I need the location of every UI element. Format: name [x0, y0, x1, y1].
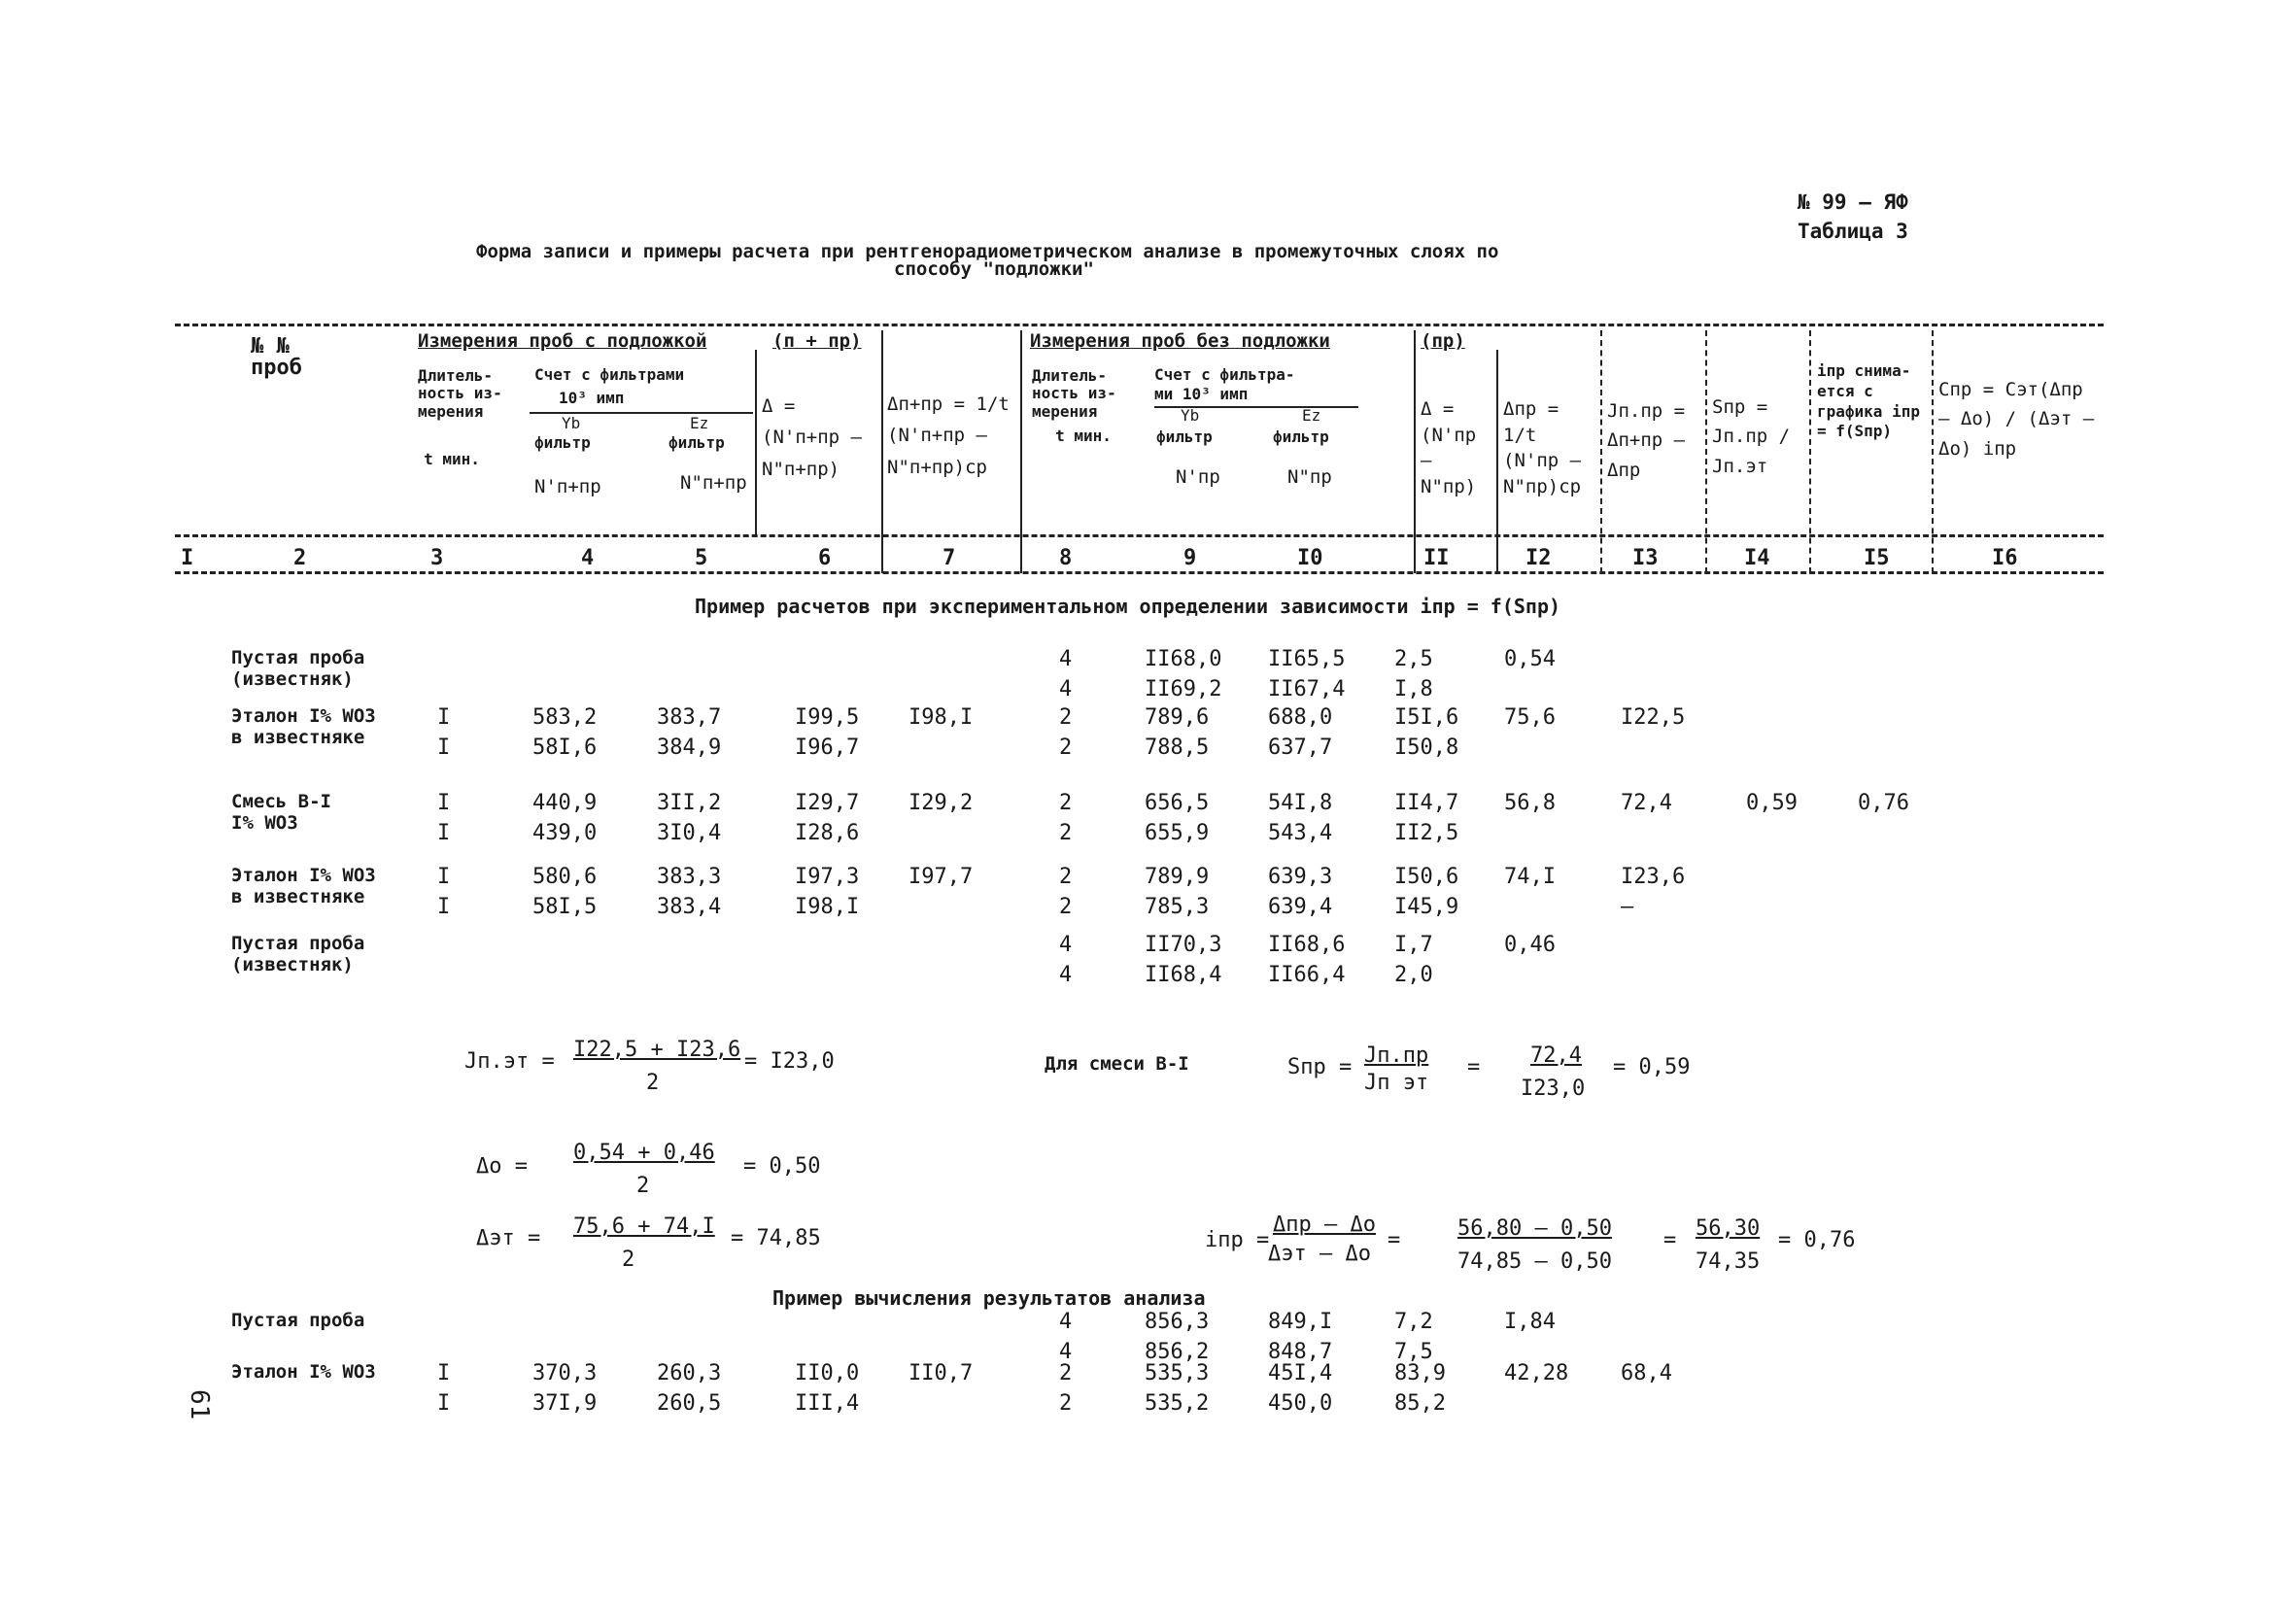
sample-label-sub: в известняке	[231, 727, 365, 748]
formula-s-numerator-1: Jп.пр	[1364, 1043, 1429, 1068]
table-cell: 58I,5	[532, 895, 598, 919]
table-cell: 4	[1059, 1340, 1073, 1364]
header-delta-mean-2: Δпр = 1/t (N'пр – N"пр)ср	[1503, 398, 1582, 497]
table-cell: 2	[1059, 705, 1073, 730]
section1-title: Пример расчетов при экспериментальном определении зависимости iпр = f(Sпр)	[695, 595, 1561, 618]
sample-label-sub: (известняк)	[231, 668, 354, 690]
table-cell: 56,8	[1504, 791, 1556, 815]
col-number: I5	[1864, 546, 1890, 570]
table-cell: I	[437, 791, 451, 815]
header-c10-filter: фильтр	[1273, 427, 1329, 446]
table-cell: I,8	[1394, 677, 1433, 701]
formula-d0-result: = 0,50	[743, 1154, 821, 1179]
sample-label: Эталон I% WO3	[231, 865, 376, 886]
table-cell: 2	[1059, 821, 1073, 845]
table-cell: I97,7	[908, 865, 974, 889]
table-cell: I5I,6	[1394, 705, 1459, 730]
formula-i-numerator-2: 56,80 – 0,50	[1457, 1216, 1612, 1241]
table-cell: 789,6	[1145, 705, 1210, 730]
formula-eq: =	[1388, 1228, 1401, 1252]
col-number: 8	[1059, 546, 1073, 570]
header-intensity: Jп.пр = Δп+пр – Δпр	[1607, 400, 1686, 481]
table-cell: I	[437, 865, 451, 889]
table-number: Таблица 3	[1798, 220, 1908, 243]
table-cell: II68,4	[1145, 963, 1222, 987]
col-number: I3	[1632, 546, 1659, 570]
table-cell: 2	[1059, 865, 1073, 889]
sample-label-sub: I% WO3	[231, 812, 298, 834]
col-divider	[1932, 330, 1934, 573]
header-sample-number: № № проб	[251, 334, 302, 380]
header-i-graph: iпр снима- ется с графика iпр = f(Sпр)	[1817, 361, 1920, 441]
col-number: II	[1423, 546, 1450, 570]
header-c10-symbol: N"пр	[1287, 466, 1332, 488]
formula-i-numerator-3: 56,30	[1696, 1216, 1761, 1241]
header-c5-filter: фильтр	[668, 433, 725, 452]
table-cell: 639,3	[1268, 865, 1333, 889]
table-cell: II68,0	[1145, 647, 1222, 671]
table-cell: 72,4	[1621, 791, 1672, 815]
table-cell: I22,5	[1621, 705, 1686, 730]
table-cell: III,4	[795, 1391, 860, 1416]
table-cell: 4	[1059, 677, 1073, 701]
table-cell: I,84	[1504, 1310, 1556, 1334]
table-cell: 68,4	[1621, 1361, 1672, 1385]
table-cell: 384,9	[657, 735, 722, 760]
table-cell: 3II,2	[657, 791, 722, 815]
formula-j-lhs: Jп.эт =	[464, 1049, 555, 1074]
table-cell: II4,7	[1394, 791, 1459, 815]
table-cell: I98,I	[795, 895, 860, 919]
formula-i-denominator-1: Δэт – Δо	[1268, 1242, 1371, 1266]
table-cell: I50,8	[1394, 735, 1459, 760]
col-number: I0	[1297, 546, 1323, 570]
col-number: 3	[430, 546, 444, 570]
formula-s-denominator-2: I23,0	[1521, 1077, 1586, 1101]
formula-j-numerator: I22,5 + I23,6	[573, 1038, 741, 1062]
header-counts-unit: 10³ имп	[559, 389, 625, 407]
table-cell: 37I,9	[532, 1391, 598, 1416]
table-cell: 580,6	[532, 865, 598, 889]
table-cell: I29,7	[795, 791, 860, 815]
table-cell: II68,6	[1268, 933, 1346, 957]
table-cell: II0,0	[795, 1361, 860, 1385]
table-cell: –	[1621, 895, 1634, 919]
formula-s-result: = 0,59	[1613, 1055, 1691, 1079]
header-c9-filter: фильтр	[1156, 427, 1213, 446]
table-cell: 4	[1059, 647, 1073, 671]
table-cell: I98,I	[908, 705, 974, 730]
header-duration: Длитель- ность из- мерения	[418, 366, 502, 421]
header-concentration: Cпр = Cэт(Δпр – Δо) / (Δэт – Δо) iпр	[1938, 379, 2095, 460]
sample-label-sub: в известняке	[231, 886, 365, 907]
header-duration-unit-2: t мин.	[1055, 427, 1112, 445]
table-cell: 75,6	[1504, 705, 1556, 730]
header-group-without-substrate-symbol: (пр)	[1421, 330, 1465, 352]
formula-s-numerator-2: 72,4	[1530, 1043, 1582, 1068]
formula-eq: =	[1467, 1055, 1481, 1079]
formula-j-denominator: 2	[646, 1071, 660, 1095]
formula-i-numerator-1: Δпр – Δо	[1273, 1213, 1376, 1237]
table-cell: 2,5	[1394, 647, 1433, 671]
table-cell: 688,0	[1268, 705, 1333, 730]
formula-d0-numerator: 0,54 + 0,46	[573, 1141, 715, 1165]
table-cell: 383,7	[657, 705, 722, 730]
table-cell: 370,3	[532, 1361, 598, 1385]
header-delta-2: Δ = (N'пр – N"пр)	[1421, 398, 1477, 497]
header-duration-2: Длитель- ность из- мерения	[1032, 366, 1116, 421]
table-cell: 655,9	[1145, 821, 1210, 845]
table-cell: 439,0	[532, 821, 598, 845]
table-cell: 7,5	[1394, 1340, 1433, 1364]
table-cell: II2,5	[1394, 821, 1459, 845]
table-cell: 54I,8	[1268, 791, 1333, 815]
table-cell: 0,59	[1746, 791, 1798, 815]
formula-i-denominator-2: 74,85 – 0,50	[1457, 1249, 1612, 1274]
col-divider	[755, 350, 757, 534]
col-divider	[1414, 330, 1416, 573]
header-c10-element: Ez	[1302, 406, 1321, 425]
formula-i-lhs: iпр =	[1205, 1228, 1270, 1252]
table-cell: 639,4	[1268, 895, 1333, 919]
col-number: 7	[942, 546, 956, 570]
header-c5-symbol: N"п+пр	[680, 472, 747, 494]
section2-title: Пример вычисления результатов анализа	[772, 1286, 1206, 1310]
table-cell: 2	[1059, 735, 1073, 760]
sample-label: Смесь В-I	[231, 791, 331, 812]
table-cell: I	[437, 895, 451, 919]
header-c4-symbol: N'п+пр	[534, 476, 601, 497]
table-cell: 535,2	[1145, 1391, 1210, 1416]
formula-det-result: = 74,85	[731, 1226, 821, 1250]
header-c9-element: Yb	[1181, 406, 1200, 425]
table-cell: I	[437, 821, 451, 845]
document-title-line1: Форма записи и примеры расчета при рентгенорадиометрическом анализе в промежуточных слоях по	[476, 241, 1499, 262]
table-cell: 848,7	[1268, 1340, 1333, 1364]
table-cell: 656,5	[1145, 791, 1210, 815]
col-number: 2	[293, 546, 307, 570]
document-title-line2: способу "подложки"	[894, 258, 1094, 280]
table-cell: I	[437, 735, 451, 760]
table-cell: I99,5	[795, 705, 860, 730]
table-cell: II65,5	[1268, 647, 1346, 671]
formula-det-numerator: 75,6 + 74,I	[573, 1214, 715, 1239]
col-number: 6	[818, 546, 832, 570]
formula-i-denominator-3: 74,35	[1696, 1249, 1761, 1274]
table-cell: I	[437, 1361, 451, 1385]
table-cell: II67,4	[1268, 677, 1346, 701]
table-cell: 2	[1059, 1391, 1073, 1416]
table-cell: II0,7	[908, 1361, 974, 1385]
table-cell: 856,2	[1145, 1340, 1210, 1364]
formula-det-lhs: Δэт =	[476, 1226, 541, 1250]
table-cell: 535,3	[1145, 1361, 1210, 1385]
table-cell: I97,3	[795, 865, 860, 889]
header-counts-unit-2: ми 10³ имп	[1154, 385, 1249, 403]
sample-label: Пустая проба	[231, 933, 365, 954]
table-cell: 583,2	[532, 705, 598, 730]
table-cell: 789,9	[1145, 865, 1210, 889]
table-cell: 3I0,4	[657, 821, 722, 845]
table-cell: 2	[1059, 791, 1073, 815]
col-number: I2	[1525, 546, 1552, 570]
table-cell: 0,46	[1504, 933, 1556, 957]
formula-s-denominator-1: Jп эт	[1364, 1071, 1429, 1095]
table-cell: 74,I	[1504, 865, 1556, 889]
header-counts-filters: Счет с фильтрами	[534, 365, 685, 384]
table-cell: 856,3	[1145, 1310, 1210, 1334]
column-number-rule	[175, 571, 2104, 574]
col-number: 9	[1183, 546, 1197, 570]
sample-label: Пустая проба	[231, 1310, 365, 1331]
col-number: 5	[695, 546, 708, 570]
table-cell: 42,28	[1504, 1361, 1569, 1385]
table-cell: 85,2	[1394, 1391, 1446, 1416]
sample-label: Пустая проба	[231, 647, 365, 668]
sample-label-sub: (известняк)	[231, 954, 354, 975]
header-group-without-substrate: Измерения проб без подложки	[1030, 330, 1330, 352]
table-cell: 2,0	[1394, 963, 1433, 987]
table-cell: 2	[1059, 1361, 1073, 1385]
table-cell: I,7	[1394, 933, 1433, 957]
header-c4-filter: фильтр	[534, 433, 591, 452]
table-cell: 637,7	[1268, 735, 1333, 760]
header-group-with-substrate: Измерения проб с подложкой	[418, 330, 707, 352]
table-top-rule	[175, 324, 2104, 326]
table-cell: II69,2	[1145, 677, 1222, 701]
col-divider	[1705, 330, 1707, 573]
table-cell: 58I,6	[532, 735, 598, 760]
table-cell: 383,3	[657, 865, 722, 889]
header-duration-unit: t мин.	[424, 450, 480, 468]
table-cell: I	[437, 1391, 451, 1416]
table-cell: 4	[1059, 933, 1073, 957]
table-cell: 0,54	[1504, 647, 1556, 671]
table-cell: 383,4	[657, 895, 722, 919]
col-number: 4	[581, 546, 595, 570]
header-c9-symbol: N'пр	[1176, 466, 1220, 488]
table-cell: 788,5	[1145, 735, 1210, 760]
table-cell: 260,5	[657, 1391, 722, 1416]
table-cell: 543,4	[1268, 821, 1333, 845]
header-delta-mean: Δп+пр = 1/t (N'п+пр – N"п+пр)ср	[887, 393, 1010, 478]
table-cell: I23,6	[1621, 865, 1686, 889]
table-cell: 785,3	[1145, 895, 1210, 919]
table-cell: 260,3	[657, 1361, 722, 1385]
table-cell: 4	[1059, 1310, 1073, 1334]
document-code: № 99 – ЯФ	[1798, 190, 1908, 214]
sample-label: Эталон I% WO3	[231, 1361, 376, 1383]
col-divider	[881, 330, 883, 573]
col-number: I4	[1744, 546, 1770, 570]
table-cell: I28,6	[795, 821, 860, 845]
formula-j-result: = I23,0	[744, 1049, 835, 1074]
col-divider	[1496, 350, 1498, 573]
col-divider	[1020, 330, 1022, 573]
header-group-with-substrate-symbol: (п + пр)	[772, 330, 862, 352]
table-cell: 440,9	[532, 791, 598, 815]
col-divider	[1600, 330, 1602, 573]
table-cell: I29,2	[908, 791, 974, 815]
table-cell: 45I,4	[1268, 1361, 1333, 1385]
table-cell: 450,0	[1268, 1391, 1333, 1416]
header-c4-element: Yb	[562, 414, 581, 432]
col-divider	[1809, 330, 1811, 573]
table-cell: II70,3	[1145, 933, 1222, 957]
table-cell: I45,9	[1394, 895, 1459, 919]
formula-d0-lhs: Δо =	[476, 1154, 528, 1179]
table-cell: I	[437, 705, 451, 730]
col-number: I6	[1992, 546, 2018, 570]
formula-mix-label: Для смеси В-I	[1045, 1053, 1189, 1075]
table-cell: 849,I	[1268, 1310, 1333, 1334]
table-cell: I50,6	[1394, 865, 1459, 889]
table-cell: 0,76	[1858, 791, 1909, 815]
col-number: I	[181, 546, 194, 570]
header-bottom-rule	[175, 534, 2104, 537]
header-delta: Δ = (N'п+пр – N"п+пр)	[762, 395, 862, 480]
header-s-ratio: Sпр = Jп.пр / Jп.эт	[1712, 396, 1791, 477]
page-number: 61	[185, 1389, 214, 1420]
sample-label: Эталон I% WO3	[231, 705, 376, 727]
table-cell: 7,2	[1394, 1310, 1433, 1334]
header-c5-element: Ez	[690, 414, 709, 432]
table-cell: 4	[1059, 963, 1073, 987]
table-cell: 83,9	[1394, 1361, 1446, 1385]
table-cell: II66,4	[1268, 963, 1346, 987]
formula-eq: =	[1663, 1228, 1677, 1252]
formula-s-lhs: Sпр =	[1287, 1055, 1353, 1079]
table-cell: 2	[1059, 895, 1073, 919]
formula-det-denominator: 2	[622, 1248, 635, 1272]
table-cell: I96,7	[795, 735, 860, 760]
header-counts-filters-2: Счет с фильтра-	[1154, 365, 1295, 384]
formula-i-result: = 0,76	[1778, 1228, 1856, 1252]
formula-d0-denominator: 2	[636, 1174, 650, 1198]
